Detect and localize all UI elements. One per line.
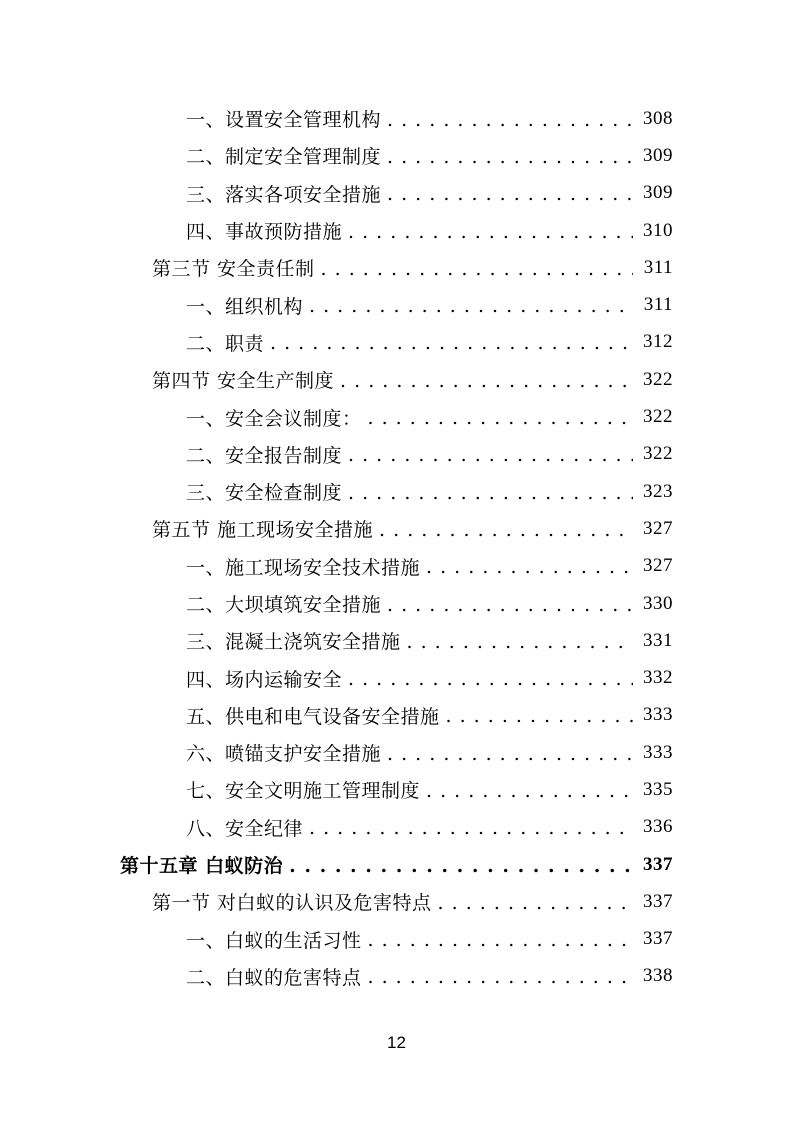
dot-leader (348, 668, 633, 688)
dot-leader (426, 780, 633, 800)
dot-leader (387, 146, 633, 166)
toc-entry-title: 一、设置安全管理机构 (186, 109, 382, 132)
dot-leader (426, 556, 633, 576)
toc-entry-title: 三、安全检查制度 (186, 482, 343, 505)
toc-entry-title: 二、大坝填筑安全措施 (186, 594, 382, 616)
toc-item-entry[interactable] (0, 473, 793, 510)
toc-entry-page-number: 327 (643, 517, 673, 539)
toc-entry-page-number: 311 (643, 294, 673, 316)
toc-item-entry[interactable] (0, 659, 793, 696)
toc-entry-page-number: 308 (643, 107, 673, 129)
dot-leader (387, 183, 633, 203)
toc-entry-page-number: 312 (643, 331, 673, 353)
toc-entry-page-number: 309 (643, 182, 673, 204)
dot-leader (348, 221, 633, 241)
toc-entry-page-number: 332 (643, 667, 673, 689)
dot-leader (321, 258, 633, 278)
toc-section-entry[interactable] (0, 249, 793, 286)
toc-entry-title: 第五节 施工现场安全措施 (152, 519, 374, 542)
toc-entry-page-number: 323 (643, 480, 673, 502)
toc-entry-page-number: 322 (643, 406, 673, 428)
toc-item-entry[interactable] (0, 697, 793, 734)
toc-item-entry[interactable] (0, 548, 793, 585)
toc-section-entry[interactable] (0, 361, 793, 398)
toc-item-entry[interactable] (0, 436, 793, 473)
toc-entry-title: 一、安全会议制度： (186, 407, 362, 430)
toc-entry-title: 一、施工现场安全技术措施 (186, 556, 421, 579)
toc-entry-page-number: 330 (643, 592, 673, 614)
dot-leader (289, 855, 633, 875)
dot-leader (407, 631, 633, 651)
dot-leader (309, 817, 633, 837)
toc-item-entry[interactable] (0, 734, 793, 771)
toc-entry-title: 六、喷锚支护安全措施 (186, 743, 382, 766)
toc-item-entry[interactable] (0, 958, 793, 995)
dot-leader (368, 929, 633, 949)
dot-leader (309, 295, 633, 315)
toc-entry-page-number: 333 (643, 704, 673, 726)
dot-leader (348, 444, 633, 464)
toc-entry-title: 三、混凝土浇筑安全措施 (186, 631, 401, 654)
toc-item-entry[interactable] (0, 398, 793, 435)
toc-entry-title: 二、白蚁的危害特点 (186, 966, 362, 989)
toc-entry-title: 七、安全文明施工管理制度 (186, 780, 421, 803)
toc-item-entry[interactable] (0, 921, 793, 958)
dot-leader (368, 966, 633, 986)
toc-entry-page-number: 335 (643, 778, 673, 800)
toc-section-entry[interactable] (0, 883, 793, 920)
toc-item-entry[interactable] (0, 100, 793, 137)
toc-entry-title: 一、白蚁的生活习性 (186, 929, 362, 952)
toc-item-entry[interactable] (0, 324, 793, 361)
toc-entry-page-number: 310 (643, 219, 673, 241)
toc-entry-title: 四、场内运输安全 (186, 668, 343, 691)
toc-entry-page-number: 331 (643, 629, 673, 651)
toc-item-entry[interactable] (0, 175, 793, 212)
toc-item-entry[interactable] (0, 622, 793, 659)
toc-entry-title: 八、安全纪律 (186, 817, 304, 840)
dot-leader (340, 370, 633, 390)
toc-entry-page-number: 337 (643, 853, 673, 875)
dot-leader (270, 332, 633, 352)
toc-item-entry[interactable] (0, 771, 793, 808)
toc-entry-title: 五、供电和电气设备安全措施 (186, 705, 440, 728)
toc-entry-title: 第四节 安全生产制度 (152, 370, 335, 393)
toc-item-entry[interactable] (0, 286, 793, 323)
toc-entry-title: 四、事故预防措施 (186, 221, 343, 244)
dot-leader (387, 743, 633, 763)
dot-leader (438, 892, 633, 912)
toc-item-entry[interactable] (0, 212, 793, 249)
toc-entry-title: 二、安全报告制度 (186, 444, 343, 467)
toc-entry-page-number: 337 (643, 928, 673, 950)
page-number: 12 (387, 1033, 406, 1052)
toc-item-entry[interactable] (0, 585, 793, 622)
toc-entry-title: 二、制定安全管理制度 (186, 146, 382, 169)
toc-entry-title: 第十五章 白蚁防治 (120, 855, 284, 878)
dot-leader (348, 482, 633, 502)
dot-leader (379, 519, 633, 539)
toc-entry-page-number: 311 (643, 256, 673, 278)
toc-entry-page-number: 333 (643, 741, 673, 763)
toc-entry-title: 第三节 安全责任制 (152, 258, 315, 281)
toc-entry-page-number: 309 (643, 144, 673, 166)
toc-entry-page-number: 327 (643, 555, 673, 577)
dot-leader (368, 407, 633, 427)
toc-entry-page-number: 337 (643, 890, 673, 912)
toc-entry-title: 三、落实各项安全措施 (186, 183, 382, 206)
table-of-contents (0, 100, 793, 995)
toc-item-entry[interactable] (0, 137, 793, 174)
toc-entry-page-number: 336 (643, 816, 673, 838)
toc-entry-page-number: 338 (643, 965, 673, 987)
toc-entry-title: 二、职责 (186, 332, 265, 355)
toc-entry-page-number: 322 (643, 368, 673, 390)
dot-leader (387, 109, 633, 129)
toc-entry-title: 一、组织机构 (186, 295, 304, 318)
toc-item-entry[interactable] (0, 809, 793, 846)
dot-leader (446, 705, 633, 725)
toc-section-entry[interactable] (0, 510, 793, 547)
toc-entry-page-number: 322 (643, 443, 673, 465)
toc-entry-title: 第一节 对白蚁的认识及危害特点 (152, 892, 432, 915)
toc-chapter-entry[interactable] (0, 846, 793, 883)
dot-leader (387, 594, 633, 614)
